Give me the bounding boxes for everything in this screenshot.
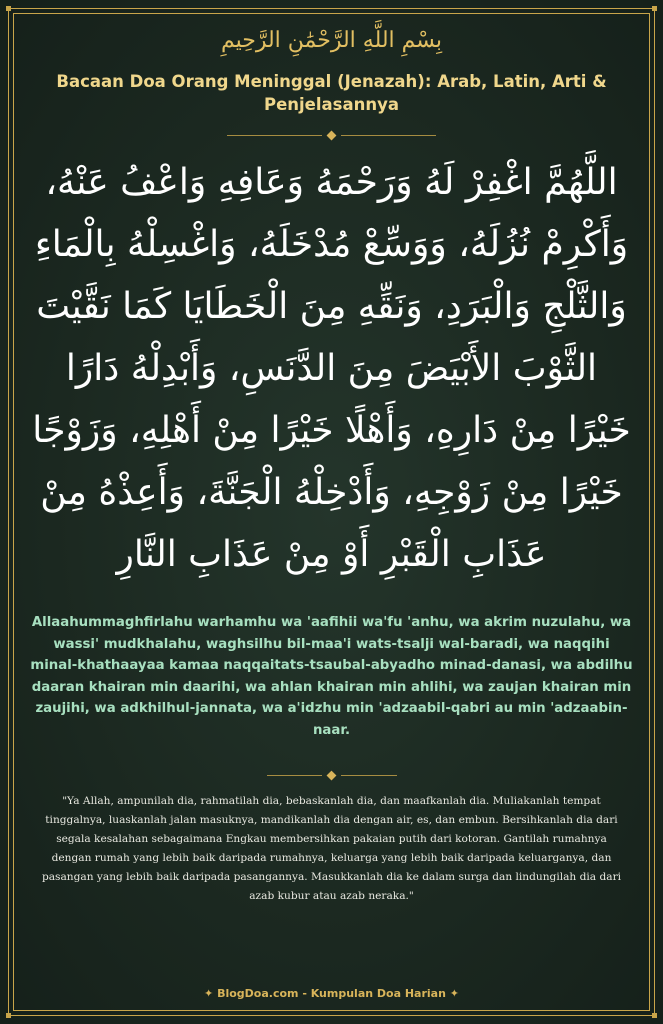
footer-credit: ✦ BlogDoa.com - Kumpulan Doa Harian ✦ (204, 987, 459, 1000)
bismillah-heading: بِسْمِ اللَّهِ الرَّحْمَٰنِ الرَّحِيمِ (220, 28, 443, 53)
divider-line (227, 135, 322, 136)
corner-ornament (652, 6, 657, 11)
page-title: Bacaan Doa Orang Meninggal (Jenazah): Arab, Latin, Arti & Penjelasannya (56, 72, 607, 114)
title-divider (227, 130, 437, 140)
latin-transliteration: Allaahummaghfirlahu warhamhu wa 'aafihii wa'fu 'anhu, wa akrim nuzulahu, wa wassi' mudkhalahu, waghsilhu bil-maa'i wats-tsalji wal-baradi, wa naqqihi minal-khathaayaa kamaa naqqaitats-tsaubal-abyadho minad-danasi, wa abdilhu daaran khairan min daarihi, wa ahlan khairan min ahlihi, wa zaujan khairan min zaujihi, wa adkhilhul-jannata, wa a'idzhu min 'adzaabil-qabri au min 'adzaabin-naar. (30, 615, 633, 738)
translation-divider (267, 770, 397, 780)
diamond-ornament-icon (327, 770, 337, 780)
divider-line (267, 775, 323, 776)
divider-line (341, 135, 436, 136)
corner-ornament (6, 6, 11, 11)
diamond-ornament-icon (326, 130, 336, 140)
arabic-prayer-text: اللَّهُمَّ اغْفِرْ لَهُ وَرَحْمَهُ وَعَافِهِ وَاعْفُ عَنْهُ، وَأَكْرِمْ نُزُلَهُ، وَوَسِّعْ مُدْخَلَهُ، وَاغْسِلْهُ بِالْمَاءِ وَالثَّلْجِ وَالْبَرَدِ، وَنَقِّهِ مِنَ الْخَطَايَا كَمَا نَقَّيْتَ الثَّوْبَ الأَبْيَضَ مِنَ الدَّنَسِ، وَأَبْدِلْهُ دَارًا خَيْرًا مِنْ دَارِهِ، وَأَهْلًا خَيْرًا مِنْ أَهْلِهِ، وَزَوْجًا خَيْرًا مِنْ زَوْجِهِ، وَأَدْخِلْهُ الْجَنَّةَ، وَأَعِذْهُ مِنْ عَذَابِ الْقَبْرِ أَوْ مِنْ عَذَابِ النَّارِ (32, 162, 631, 575)
corner-ornament (6, 1013, 11, 1018)
corner-ornament (652, 1013, 657, 1018)
divider-line (341, 775, 397, 776)
indonesian-translation: "Ya Allah, ampunilah dia, rahmatilah dia, bebaskanlah dia, dan maafkanlah dia. Muliakanlah tempat tinggalnya, luaskanlah jalan masuknya, mandikanlah dia dengan air, es, dan embun. Bersihkanlah dia dari segala kesalahan sebagaimana Engkau membersihkan pakaian putih dari kotoran. Gantilah rumahnya dengan rumah yang lebih baik daripada rumahnya, keluarga yang lebih baik daripada keluarganya, dan pasangan yang lebih baik daripada pasangannya. Masukkanlah dia ke dalam surga dan lindungilah dia dari azab kubur atau azab neraka." (41, 795, 622, 902)
